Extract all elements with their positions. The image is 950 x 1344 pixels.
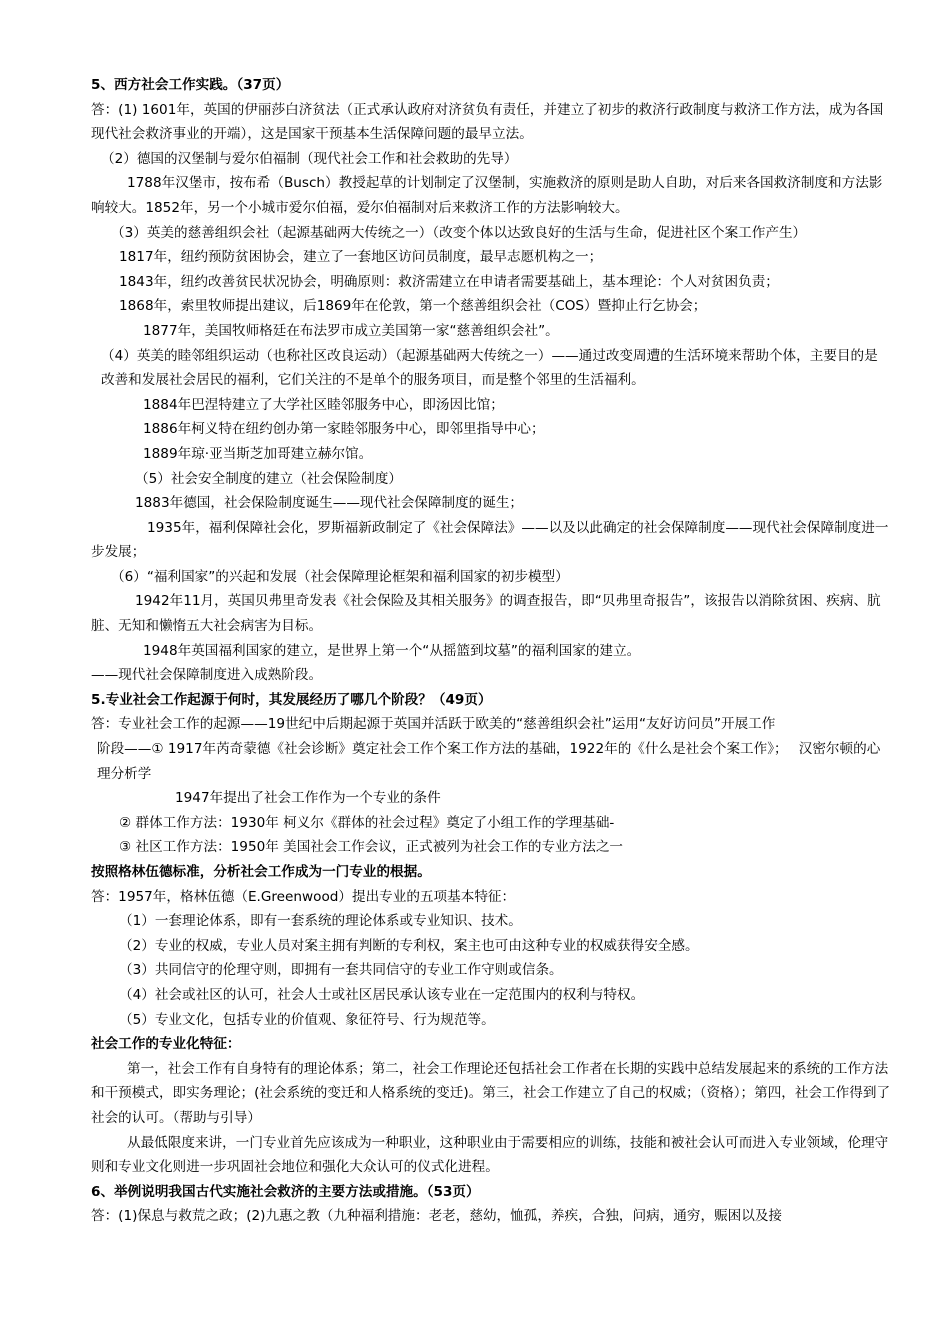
professionalization-title: 社会工作的专业化特征：	[91, 1036, 241, 1053]
section-6-title: 6、举例说明我国古代实施社会救济的主要方法或措施。（53页）	[91, 1183, 480, 1200]
paragraph: 1884年巴涅特建立了大学社区睦邻服务中心，即汤因比馆；	[143, 396, 504, 413]
paragraph: 1935年，福利保障社会化，罗斯福新政制定了《社会保障法》——以及以此确定的社会保障制度——现代社会保障制度进一步发展；	[91, 519, 889, 561]
paragraph: ③ 社区工作方法：1950年 美国社会工作会议，正式被列为社会工作的专业方法之一	[119, 839, 624, 856]
paragraph: 答：(1)保息与救荒之政；(2)九惠之教（九种福利措施：老老，慈幼，恤孤，养疾，合独，问病，通穷，赈困以及接	[91, 1208, 783, 1225]
paragraph: 1948年英国福利国家的建立，是世界上第一个“从摇篮到坟墓”的福利国家的建立。	[143, 642, 641, 659]
paragraph: 1883年德国，社会保险制度诞生——现代社会保障制度的诞生；	[135, 495, 524, 512]
paragraph: 1942年11月，英国贝弗里奇发表《社会保险及其相关服务》的调查报告，即“贝弗里奇报告”，该报告以消除贫困、疾病、肮脏、无知和懒惰五大社会病害为目标。	[91, 593, 881, 635]
paragraph: 阶段——① 1917年芮奇蒙德《社会诊断》奠定社会工作个案工作方法的基础，1922年的《什么是社会个案工作》； 汉密尔顿的心理分析学	[97, 741, 881, 782]
paragraph: （4）英美的睦邻组织运动（也称社区改良运动）（起源基础两大传统之一）——通过改变周遭的生活环境来帮助个体，主要目的是改善和发展社会居民的福利，它们关注的不是单个的服务项目，而是整个邻里的生活福利。	[101, 347, 878, 389]
paragraph: 答：专业社会工作的起源——19世纪中后期起源于英国并活跃于欧美的“慈善组织会社”运用“友好访问员”开展工作	[91, 716, 776, 733]
section-5-title: 5、西方社会工作实践。（37页）	[91, 77, 290, 93]
paragraph: 1843年，纽约改善贫民状况协会，明确原则：救济需建立在申请者需要基础上，基本理论：个人对贫困负责；	[119, 273, 779, 290]
paragraph: （4）社会或社区的认可，社会人士或社区居民承认该专业在一定范围内的权利与特权。	[119, 986, 645, 1003]
paragraph: 1886年柯义特在纽约创办第一家睦邻服务中心，即邻里指导中心；	[143, 421, 545, 438]
paragraph: 1877年，美国牧师格廷在布法罗市成立美国第一家“慈善组织会社”。	[143, 322, 559, 339]
paragraph: 答：1957年，格林伍德（E.Greenwood）提出专业的五项基本特征：	[91, 888, 516, 905]
paragraph: （6）“福利国家”的兴起和发展（社会保障理论框架和福利国家的初步模型）	[111, 568, 569, 585]
paragraph: 1889年琼·亚当斯芝加哥建立赫尔馆。	[143, 445, 373, 462]
paragraph: 1947年提出了社会工作作为一个专业的条件	[175, 790, 441, 807]
paragraph: （5）社会安全制度的建立（社会保险制度）	[135, 470, 402, 487]
paragraph: 从最低限度来讲，一门专业首先应该成为一种职业，这种职业由于需要相应的训练，技能和被社会认可而进入专业领域，伦理守则和专业文化则进一步巩固社会地位和强化大众认可的仪式化进程。	[91, 1134, 889, 1176]
paragraph: 1868年，索里牧师提出建议，后1869年在伦敦，第一个慈善组织会社（COS）暨抑止行乞协会；	[119, 298, 707, 315]
paragraph: 1817年，纽约预防贫困协会，建立了一套地区访问员制度，最早志愿机构之一；	[119, 249, 603, 266]
paragraph: 1788年汉堡市，按布希（Busch）教授起草的计划制定了汉堡制，实施救济的原则是助人自助，对后来各国救济制度和方法影响较大。1852年，另一个小城市爱尔伯福，爱尔伯福制对后来救济工作的方法影响较大。	[91, 175, 883, 216]
section-5b-title: 5.专业社会工作起源于何时，其发展经历了哪几个阶段？（49页）	[91, 691, 492, 708]
paragraph: 第一，社会工作有自身特有的理论体系；第二，社会工作理论还包括社会工作者在长期的实践中总结发展起来的系统的工作方法和干预模式，即实务理论；(社会系统的变迁和人格系统的变迁)。第三，社会工作建立了自己的权威；（资格）；第四，社会工作得到了社会的认可。（帮助与引导）	[91, 1060, 891, 1126]
paragraph: （3）英美的慈善组织会社（起源基础两大传统之一）（改变个体以达致良好的生活与生命，促进社区个案工作产生）	[111, 224, 807, 241]
paragraph: （3）共同信守的伦理守则，即拥有一套共同信守的专业工作守则或信条。	[119, 962, 563, 979]
paragraph: （1）一套理论体系，即有一套系统的理论体系或专业知识、技术。	[119, 913, 522, 930]
paragraph: （2）德国的汉堡制与爱尔伯福制（现代社会工作和社会救助的先导）	[101, 150, 518, 167]
paragraph: 答：(1) 1601年，英国的伊丽莎白济贫法（正式承认政府对济贫负有责任，并建立了初步的救济行政制度与救济工作方法，成为各国现代社会救济事业的开端），这是国家干预基本生活保障问题的最早立法。	[91, 101, 884, 143]
document-page	[91, 73, 891, 1229]
paragraph: ——现代社会保障制度进入成熟阶段。	[91, 667, 323, 684]
greenwood-title: 按照格林伍德标准，分析社会工作成为一门专业的根据。	[91, 864, 431, 880]
paragraph: （2）专业的权威，专业人员对案主拥有判断的专利权，案主也可由这种专业的权威获得安全感。	[119, 937, 699, 954]
paragraph: ② 群体工作方法：1930年 柯义尔《群体的社会过程》奠定了小组工作的学理基础-	[119, 814, 615, 831]
paragraph: （5）专业文化，包括专业的价值观、象征符号、行为规范等。	[119, 1011, 495, 1028]
